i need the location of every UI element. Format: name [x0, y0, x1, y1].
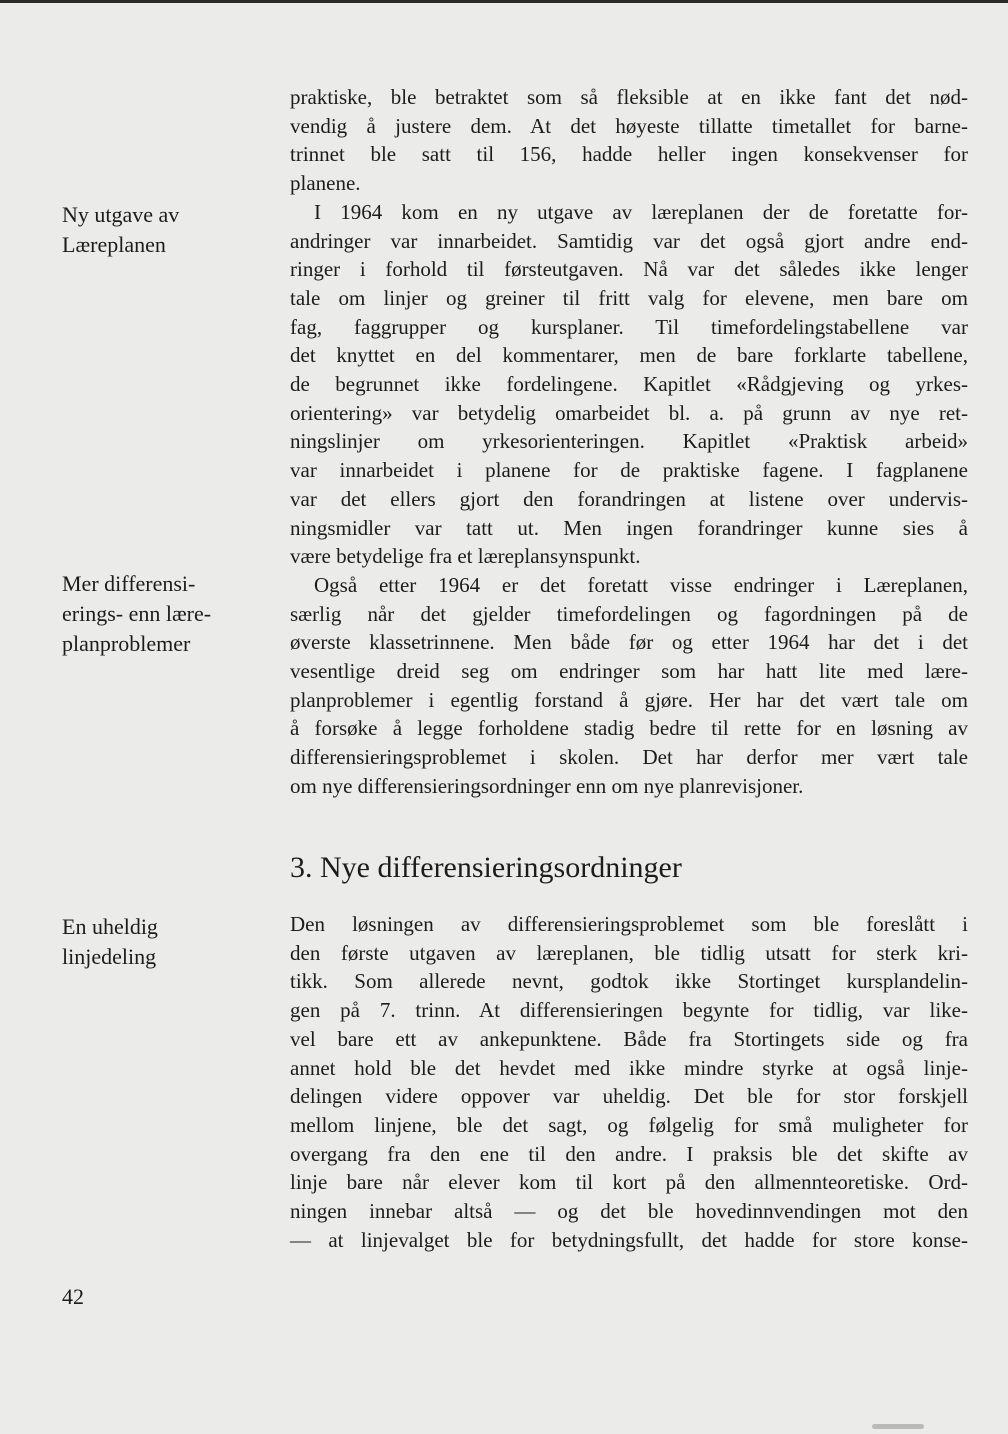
text-line: tale om linjer og greiner til fritt valg for elevene, men bare om: [290, 285, 968, 310]
margin-note-ny-utgave: [62, 200, 262, 260]
text-line: være betydelige fra et læreplansynspunkt.: [290, 544, 641, 569]
scan-smudge: [872, 1424, 924, 1429]
text-line: andringer var innarbeidet. Samtidig var det også gjort andre end-: [290, 228, 968, 253]
text-line: vesentlige dreid seg om endringer som har hatt lite med lære-: [290, 659, 968, 684]
text-line: om nye differensieringsordninger enn om nye planrevisjoner.: [290, 773, 804, 798]
text-line: — at linjevalget ble for betydningsfullt, det hadde for store konse-: [290, 1227, 968, 1252]
text-line: planproblemer i egentlig forstand å gjøre. Her har det vært tale om: [290, 687, 968, 712]
margin-note-line: En uheldig: [62, 914, 158, 939]
text-line: linje bare når elever kom til kort på den allmennteoretiske. Ord-: [290, 1170, 968, 1195]
margin-note-mer-differensierings: [62, 569, 262, 659]
text-line: særlig når det gjelder timefordelingen og fagordningen på de: [290, 601, 968, 626]
text-line: var det ellers gjort den forandringen at listene over undervis-: [290, 486, 968, 511]
text-line: ningsmidler var tatt ut. Men ingen forandringer kunne sies å: [290, 515, 968, 540]
text-line: gen på 7. trinn. At differensieringen begynte for tidlig, var like-: [290, 998, 968, 1023]
margin-note-line: planproblemer: [62, 631, 191, 656]
text-line: differensieringsproblemet i skolen. Det har derfor mer vært tale: [290, 745, 968, 770]
text-line: annet hold ble det hevdet med ikke mindre styrke at også linje-: [290, 1055, 968, 1080]
text-line: ningslinjer om yrkesorienteringen. Kapitlet «Praktisk arbeid»: [290, 429, 968, 454]
text-line: å forsøke å legge forholdene stadig bedre til rette for en løsning av: [290, 716, 968, 741]
text-line: overgang fra den ene til den andre. I praksis ble det skifte av: [290, 1141, 968, 1166]
page-number: 42: [62, 1284, 84, 1309]
paragraph-after-1964: [290, 571, 968, 801]
text-line: trinnet ble satt til 156, hadde heller ingen konsekvenser for: [290, 142, 968, 167]
paragraph-1964-edition: [290, 198, 968, 571]
margin-note-uheldig-linjedeling: [62, 912, 262, 972]
text-line: mellom linjene, ble det sagt, og følgelig for små muligheter for: [290, 1112, 968, 1137]
text-line: øverste klassetrinnene. Men både før og etter 1964 har det i det: [290, 630, 968, 655]
top-edge-rule: [0, 0, 1008, 3]
text-line: fag, faggrupper og kursplaner. Til timefordelingstabellene var: [290, 314, 968, 339]
margin-note-line: Ny utgave av: [62, 202, 180, 227]
margin-note-line: Mer differensi-: [62, 571, 196, 596]
paragraph-linjedeling: [290, 910, 968, 1254]
margin-note-line: linjedeling: [62, 944, 157, 969]
section-heading: 3. Nye differensieringsordninger: [290, 851, 682, 884]
text-line: den første utgaven av læreplanen, ble tidlig utsatt for sterk kri-: [290, 940, 968, 965]
margin-note-line: Læreplanen: [62, 232, 166, 257]
text-line: orientering» var betydelig omarbeidet bl. a. på grunn av nye ret-: [290, 400, 968, 425]
text-line: vendig å justere dem. At det høyeste tillatte timetallet for barne-: [290, 113, 968, 138]
text-line: de begrunnet ikke fordelingene. Kapitlet «Rådgjeving og yrkes-: [290, 372, 968, 397]
text-line: ningen innebar altså — og det ble hovedinnvendingen mot den: [290, 1199, 968, 1224]
text-line: var innarbeidet i planene for de praktiske fagene. I fagplanene: [290, 458, 968, 483]
body-text-lower: [290, 910, 968, 1254]
margin-note-line: erings- enn lære-: [62, 601, 212, 626]
body-text-upper: [290, 83, 968, 801]
paragraph-continuation: [290, 83, 968, 198]
text-line: praktiske, ble betraktet som så fleksible at en ikke fant det nød-: [290, 85, 968, 109]
text-line: delingen videre oppover var uheldig. Det ble for stor forskjell: [290, 1084, 968, 1109]
text-line: det knyttet en del kommentarer, men de bare forklarte tabellene,: [290, 343, 968, 368]
text-line: I 1964 kom en ny utgave av læreplanen der de foretatte for-: [314, 199, 968, 224]
text-line: planene.: [290, 171, 361, 196]
text-line: Også etter 1964 er det foretatt visse endringer i Læreplanen,: [314, 572, 968, 597]
text-line: ringer i forhold til førsteutgaven. Nå var det således ikke lenger: [290, 257, 968, 282]
text-line: vel bare ett av ankepunktene. Både fra Stortingets side og fra: [290, 1026, 968, 1051]
text-line: tikk. Som allerede nevnt, godtok ikke Stortinget kursplandelin-: [290, 969, 968, 994]
text-line: Den løsningen av differensieringsproblemet som ble foreslått i: [290, 912, 968, 936]
